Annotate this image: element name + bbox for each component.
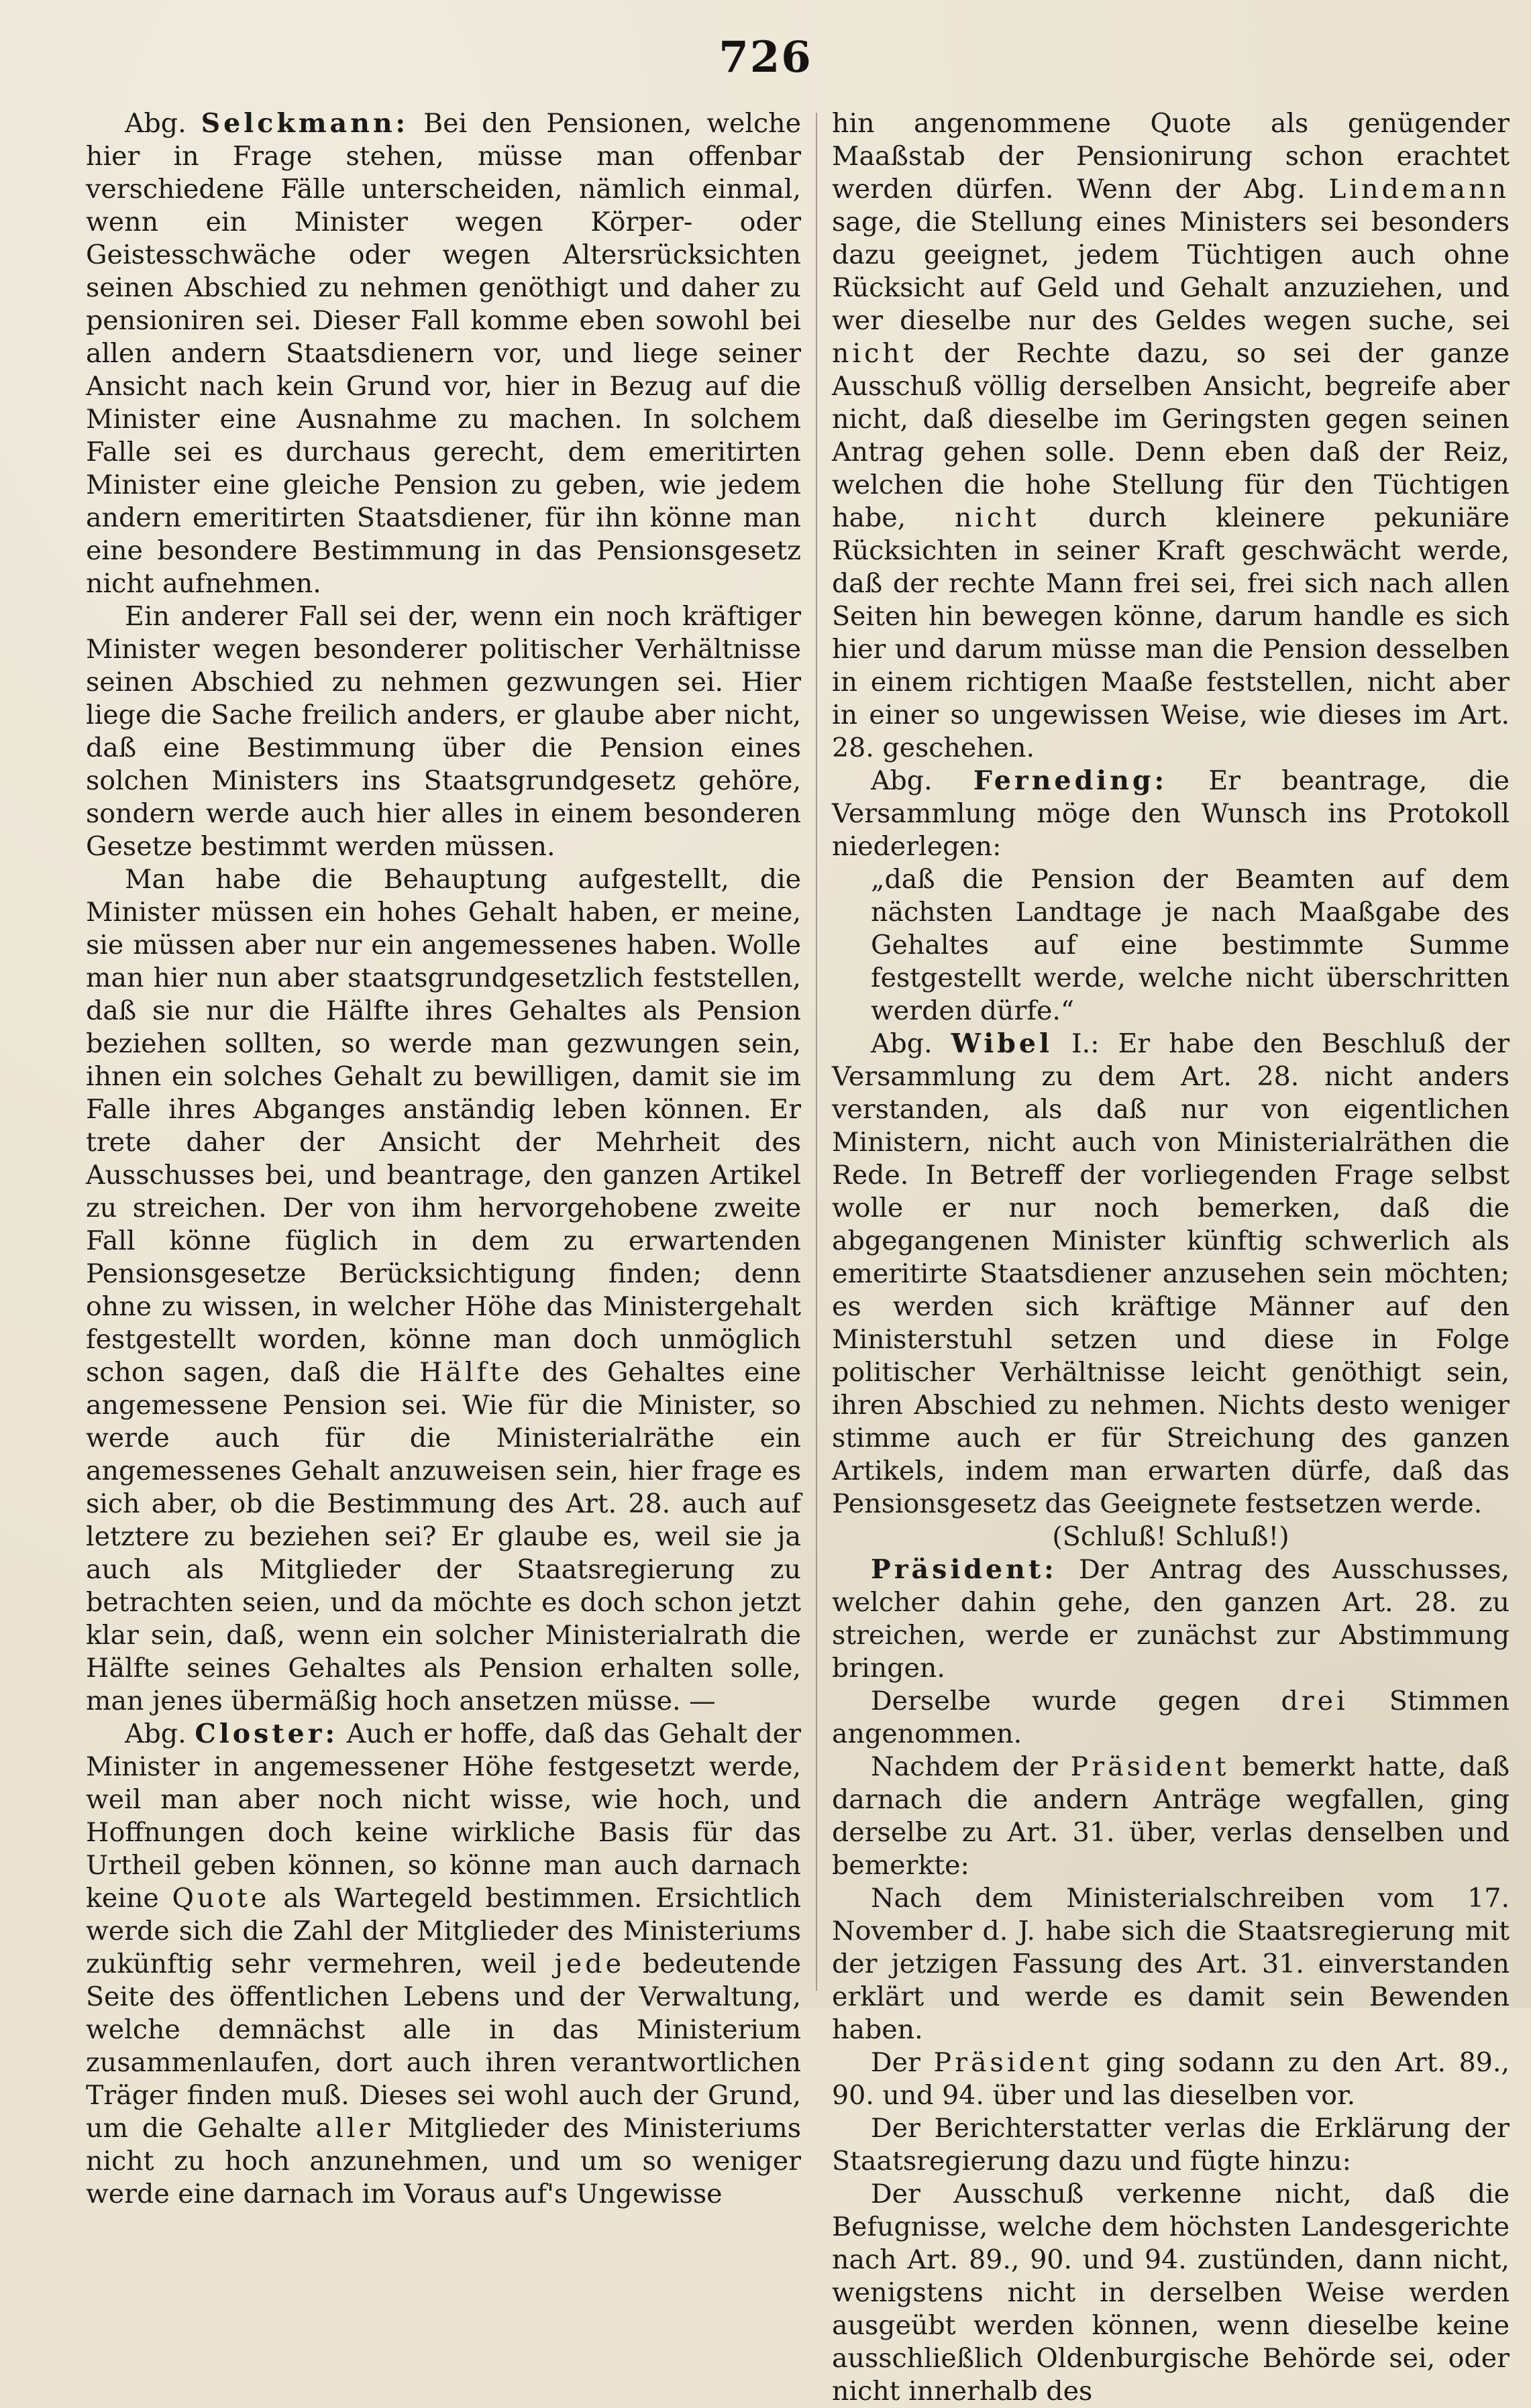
paragraph-art-31 <box>832 1751 1510 1882</box>
emphasis-nicht: nicht <box>832 338 917 369</box>
paragraph-art-89 <box>832 2046 1510 2112</box>
speaker-wibel: Wibel <box>951 1028 1053 1059</box>
emphasis-praesident: Präsident <box>1070 1751 1230 1782</box>
paragraph-praesident <box>832 1553 1510 1685</box>
paragraph-second-case: Ein anderer Fall sei der, wenn ein noch kräftiger Minister wegen besonderer politischer Verhältnisse seinen Abschied zu nehmen gezwungen sei. Hier liege die Sache freilich anders, er glaube aber nicht, daß eine Bestimmung über die Pension eines solchen Ministers ins Staatsgrundgesetz gehöre, sondern werde auch hier alles in einem besonderen Gesetze bestimmt werden müssen. <box>86 601 801 862</box>
right-column <box>832 107 1510 2408</box>
paragraph-text: Der <box>871 2047 920 2078</box>
paragraph-continuation <box>832 107 1510 765</box>
paragraph-text: Nachdem der <box>871 1751 1058 1782</box>
paragraph-closter <box>86 1718 801 2211</box>
paragraph-ferneding <box>832 765 1510 863</box>
emphasis-nicht: nicht <box>954 502 1040 533</box>
emphasis-quote: Quote <box>172 1883 270 1914</box>
abg-label: Abg. <box>125 108 187 139</box>
paragraph-text: durch kleinere pekuniäre Rücksichten in seiner Kraft geschwächt werde, daß der rechte Mann frei sei, frei sich nach allen Seiten hin bewegen könne, darum handle es sich hier und darum müsse man die Pension desselben in einem richtigen Maaße feststellen, nicht aber in einer so ungewissen Weise, wie dieses im Art. 28. geschehen. <box>832 502 1510 763</box>
paragraph-ministerial-letter: Nach dem Ministerialschreiben vom 17. November d. J. habe sich die Staatsregierung mit der jetzigen Fassung des Art. 31. einverstanden erklärt und werde es damit sein Bewenden haben. <box>832 1883 1510 2045</box>
quoted-motion: „daß die Pension der Beamten auf dem nächsten Landtage je nach Maaßgabe des Gehaltes auf eine bestimmte Summe festgestellt werde, welche nicht überschritten werden dürfe.“ <box>871 864 1510 1026</box>
paragraph-salary <box>86 863 801 1718</box>
paragraph-ausschuss: Der Ausschuß verkenne nicht, daß die Befugnisse, welche dem höchsten Landesgerichte nach Art. 89., 90. und 94. zustünden, dann nicht, wenigstens nicht in derselben Weise werden ausgeübt werden können, wenn dieselbe keine ausschließlich Oldenburgische Behörde sei, oder nicht innerhalb des <box>832 2179 1510 2407</box>
paragraph-vote-result <box>832 1685 1510 1751</box>
name-lindemann: Lindemann <box>1328 174 1510 205</box>
paragraph-text: Bei den Pensionen, welche hier in Frage stehen, müsse man offenbar verschiedene Fälle unterscheiden, nämlich einmal, wenn ein Minister wegen Körper- oder Geistesschwäche oder wegen Altersrücksichten seinen Abschied zu nehmen genöthigt und daher zu pensioniren sei. Dieser Fall komme eben sowohl bei allen andern Staatsdienern vor, und liege seiner Ansicht nach kein Grund vor, hier in Bezug auf die Minister eine Ausnahme zu machen. In solchem Falle sei es durchaus gerecht, dem emeritirten Minister eine gleiche Pension zu geben, wie jedem andern emeritirten Staatsdiener, für ihn könne man eine besondere Bestimmung in das Pensionsgesetz nicht aufnehmen. <box>86 108 801 599</box>
speaker-suffix: I.: <box>1071 1028 1100 1059</box>
paragraph-selckmann <box>86 107 801 600</box>
abg-label: Abg. <box>871 1028 933 1059</box>
emphasis-haelfte: Hälfte <box>419 1357 523 1388</box>
paragraph-text: des Gehaltes eine angemessene Pension sei. Wie für die Minister, so werde auch für die Ministerialräthe ein angemessenes Gehalt anzuweisen sein, hier frage es sich aber, ob die Bestimmung des Art. 28. auch auf letztere zu beziehen sei? Er glaube es, weil sie ja auch als Mitglieder der Staatsregierung zu betrachten seien, und da möchte es doch schon jetzt klar sein, daß, wenn ein solcher Ministerialrath die Hälfte seines Gehaltes als Pension erhalten solle, man jenes übermäßig hoch ansetzen müsse. — <box>86 1357 801 1716</box>
paragraph-text: Mitglieder des Ministeriums nicht zu hoch anzunehmen, und um so weniger werde eine darnach im Voraus auf's Ungewisse <box>86 2113 802 2209</box>
speaker-ferneding: Ferneding: <box>973 765 1168 796</box>
speaker-praesident: Präsident: <box>871 1554 1057 1585</box>
paragraph-text: bemerkt hatte, daß darnach die andern Anträge wegfallen, ging derselbe zu Art. 31. über, verlas denselben und bemerkte: <box>832 1751 1510 1881</box>
paragraph-text: Auch er hoffe, daß das Gehalt der Minister in angemessener Höhe festgesetzt werde, weil man aber noch nicht wisse, wie hoch, und Hoffnungen doch keine wirkliche Basis für das Urtheil geben können, so könne man auch darnach keine <box>86 1718 801 1914</box>
paragraph-berichterstatter: Der Berichterstatter verlas die Erklärung der Staatsregierung dazu und fügte hinzu: <box>832 2113 1510 2177</box>
paragraph-text: Derselbe wurde gegen <box>871 1686 1240 1716</box>
paragraph-text: Man habe die Behauptung aufgestellt, die Minister müssen ein hohes Gehalt haben, er meine, sie müssen aber nur ein angemessenes haben. Wolle man hier nun aber staatsgrundgesetzlich feststellen, daß sie nur die Hälfte ihres Gehaltes als Pension beziehen sollten, so werde man gezwungen sein, ihnen ein solches Gehalt zu bewilligen, damit sie im Falle ihres Abganges anständig leben können. Er trete daher der Ansicht der Mehrheit des Ausschusses bei, und beantrage, den ganzen Artikel zu streichen. Der von ihm hervorgehobene zweite Fall könne füglich in dem zu erwartenden Pensionsgesetze Berücksichtigung finden; denn ohne zu wissen, in welcher Höhe das Ministergehalt festgestellt worden, könne man doch unmöglich schon sagen, daß die <box>86 864 801 1388</box>
interjection: (Schluß! Schluß!) <box>1052 1521 1289 1552</box>
paragraph-text: Der Antrag des Ausschusses, welcher dahin gehe, den ganzen Art. 28. zu streichen, werde er zunächst zur Abstimmung bringen. <box>832 1554 1510 1684</box>
paragraph-text: der Rechte dazu, so sei der ganze Ausschuß völlig derselben Ansicht, begreife aber nicht, daß dieselbe im Geringsten gegen seinen Antrag gehen solle. Denn eben daß der Reiz, welchen die hohe Stellung für den Tüchtigen habe, <box>832 338 1510 533</box>
abg-label: Abg. <box>871 765 933 796</box>
paragraph-text: ging sodann zu den Art. 89., 90. und 94. über und las dieselben vor. <box>832 2047 1510 2111</box>
speaker-closter: Closter: <box>195 1718 339 1749</box>
emphasis-drei: drei <box>1281 1686 1349 1716</box>
column-divider <box>816 113 817 1991</box>
emphasis-praesident: Präsident <box>933 2047 1093 2078</box>
page-number: 726 <box>719 32 812 83</box>
paragraph-text: sage, die Stellung eines Ministers sei besonders dazu geeignet, jedem Tüchtigen auch ohne Rücksicht auf Geld und Gehalt anzuziehen, und wer dieselbe nur des Geldes wegen suche, sei <box>832 207 1510 336</box>
paragraph-text: bedeutende Seite des öffentlichen Lebens und der Verwaltung, welche demnächst alle in das Ministerium zusammenlaufen, dort auch ihren verantwortlichen Träger finden muß. Dieses sei wohl auch der Grund, um die Gehalte <box>86 1949 801 2144</box>
abg-label: Abg. <box>125 1718 187 1749</box>
emphasis-jede: jede <box>554 1949 625 1979</box>
paragraph-wibel <box>832 1028 1510 1521</box>
paragraph-text: Stimmen angenommen. <box>832 1686 1510 1749</box>
paragraph-text: Er beantrage, die Versammlung möge den Wunsch ins Protokoll niederlegen: <box>832 765 1510 862</box>
speaker-selckmann: Selckmann: <box>201 108 409 139</box>
emphasis-aller: aller <box>315 2113 394 2144</box>
paragraph-text: hin angenommene Quote als genügender Maaßstab der Pensionirung schon erachtet werden dürfen. Wenn der Abg. <box>832 108 1510 205</box>
paragraph-text: Er habe den Beschluß der Versammlung zu dem Art. 28. nicht anders verstanden, als daß nur von eigentlichen Ministern, nicht auch von Ministerialräthen die Rede. In Betreff der vorliegenden Frage selbst wolle er nur noch bemerken, daß die abgegangenen Minister künftig schwerlich als emeritirte Staatsdiener anzusehen sein möchten; es werden sich kräftige Männer auf den Ministerstuhl setzen und diese in Folge politischer Verhältnisse leicht genöthigt sein, ihren Abschied zu nehmen. Nichts desto weniger stimme auch er für Streichung des ganzen Artikels, indem man erwarten dürfe, daß das Pensionsgesetz das Geeignete festsetzen werde. <box>832 1028 1510 1519</box>
paragraph-text: als Wartegeld bestimmen. Ersichtlich werde sich die Zahl der Mitglieder des Ministeriums zukünftig sehr vermehren, weil <box>86 1883 801 1979</box>
left-column <box>86 107 801 2211</box>
